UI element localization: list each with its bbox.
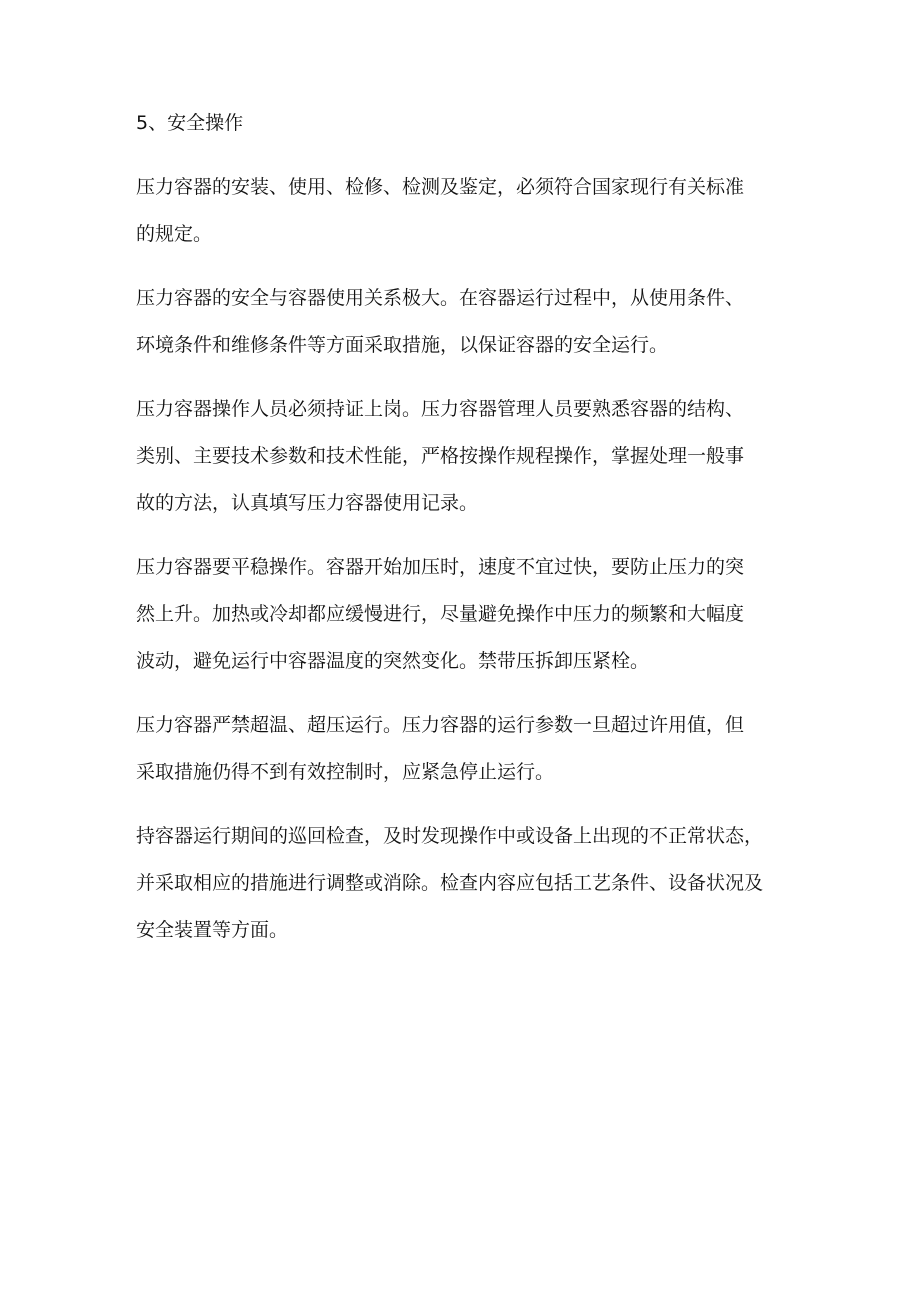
paragraph-line: 安全装置等方面。 [136, 919, 289, 941]
paragraph-line: 采取措施仍得不到有效控制时，应紧急停止运行。 [136, 761, 555, 783]
paragraph-installation [136, 164, 816, 258]
paragraph-line: 的规定。 [136, 223, 213, 245]
section-heading: 5、安全操作 [136, 112, 244, 134]
paragraph-line: 压力容器的安全与容器使用关系极大。在容器运行过程中，从使用条件、 [136, 287, 745, 309]
document-page [136, 100, 816, 954]
paragraph-line: 波动，避免运行中容器温度的突然变化。禁带压拆卸压紧栓。 [136, 650, 650, 672]
paragraph-line: 持容器运行期间的巡回检查，及时发现操作中或设备上出现的不正常状态， [136, 825, 764, 847]
paragraph-line: 故的方法，认真填写压力容器使用记录。 [136, 492, 479, 514]
paragraph-line: 压力容器严禁超温、超压运行。压力容器的运行参数一旦超过许用值，但 [136, 714, 745, 736]
paragraph-line: 并采取相应的措施进行调整或消除。检查内容应包括工艺条件、设备状况及 [136, 872, 764, 894]
paragraph-inspection [136, 813, 816, 954]
paragraph-stable-operation [136, 544, 816, 685]
paragraph-line: 压力容器要平稳操作。容器开始加压时，速度不宜过快，要防止压力的突 [136, 556, 745, 578]
paragraph-usage [136, 275, 816, 369]
paragraph-line: 压力容器的安装、使用、检修、检测及鉴定，必须符合国家现行有关标准 [136, 176, 745, 198]
paragraph-line: 压力容器操作人员必须持证上岗。压力容器管理人员要熟悉容器的结构、 [136, 398, 745, 420]
paragraph-line: 环境条件和维修条件等方面采取措施，以保证容器的安全运行。 [136, 334, 669, 356]
paragraph-line: 类别、主要技术参数和技术性能，严格按操作规程操作，掌握处理一般事 [136, 445, 745, 467]
paragraph-line: 然上升。加热或冷却都应缓慢进行，尽量避免操作中压力的频繁和大幅度 [136, 603, 745, 625]
paragraph-operators [136, 386, 816, 527]
paragraph-overpressure [136, 702, 816, 796]
